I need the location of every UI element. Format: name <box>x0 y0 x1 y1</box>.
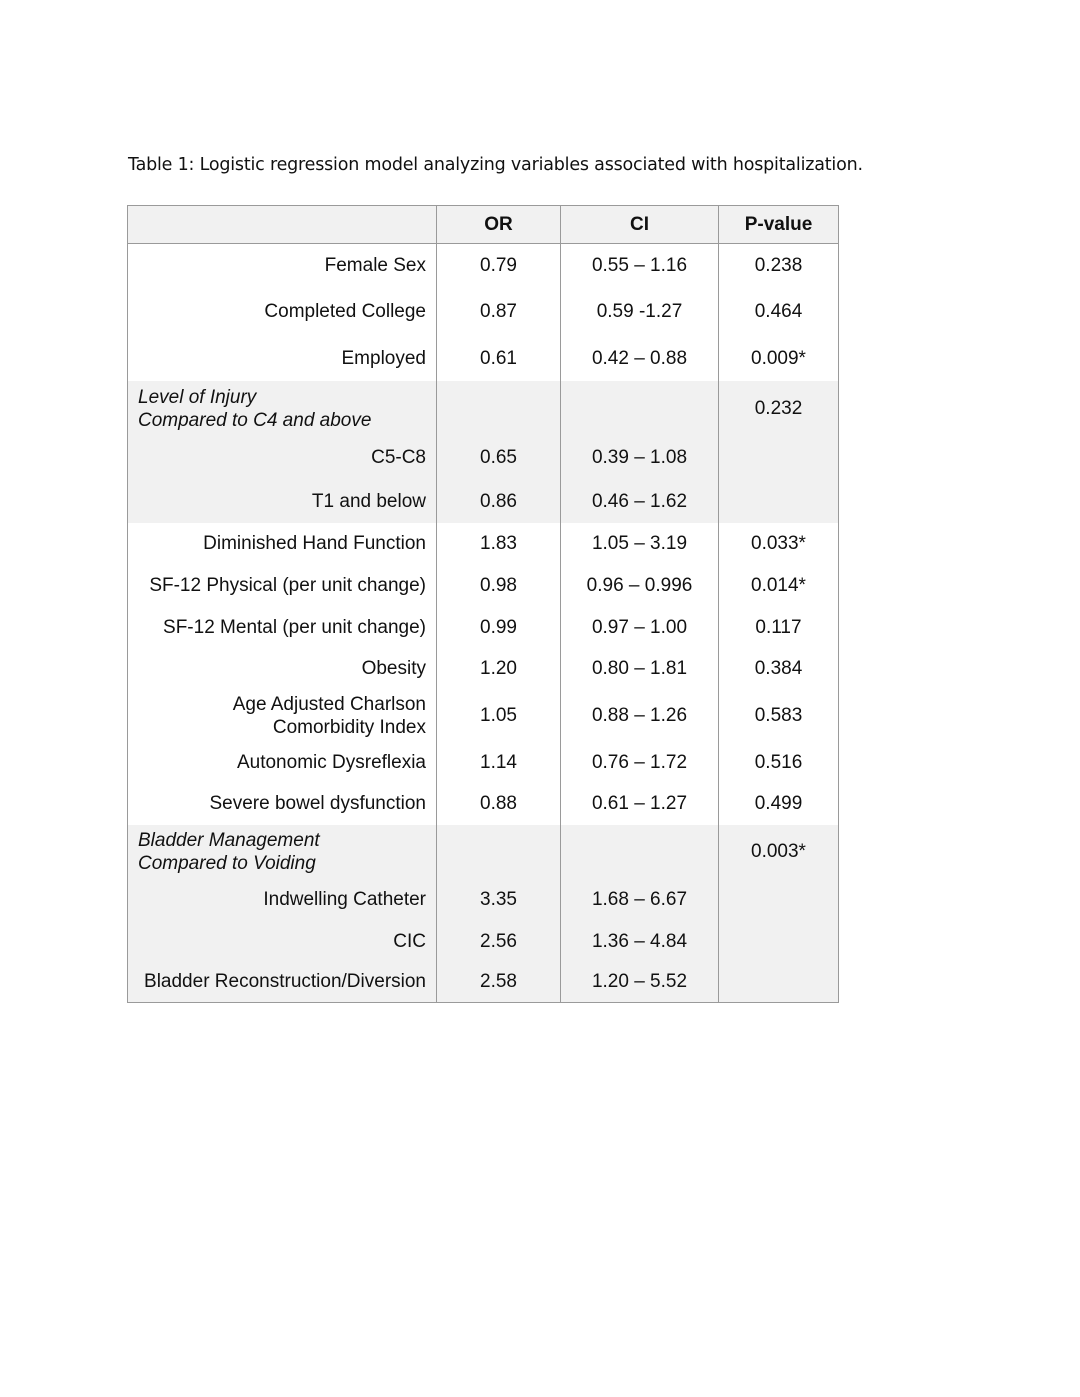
row-ci: 0.96 – 0.996 <box>561 565 719 607</box>
table-header-row <box>128 206 838 244</box>
regression-table <box>127 205 839 1003</box>
table-row <box>128 244 838 288</box>
group-title: Bladder Management <box>138 830 320 851</box>
row-p-value: 0.232 <box>754 397 803 419</box>
row-or: 3.35 <box>437 879 561 921</box>
row-label: CIC <box>128 921 437 962</box>
row-or <box>437 825 561 879</box>
table-row <box>128 921 838 962</box>
table-row <box>128 288 838 336</box>
row-ci: 1.05 – 3.19 <box>561 523 719 565</box>
row-or: 1.05 <box>437 689 561 742</box>
table-caption: Table 1: Logistic regression model analyzing variables associated with hospitalization. <box>128 155 863 175</box>
row-p-value <box>719 879 838 921</box>
row-or: 0.86 <box>437 480 561 523</box>
row-label: Indwelling Catheter <box>128 879 437 921</box>
table-row <box>128 480 838 523</box>
row-ci: 0.76 – 1.72 <box>561 742 719 783</box>
row-or: 0.98 <box>437 565 561 607</box>
row-p-value: 0.033* <box>751 533 806 554</box>
row-p-value: 0.499 <box>754 793 803 814</box>
row-or: 2.58 <box>437 962 561 1002</box>
row-or: 0.87 <box>437 288 561 336</box>
group-row-bladder-management <box>128 825 838 879</box>
row-label: T1 and below <box>128 480 437 523</box>
table-row <box>128 962 838 1002</box>
row-ci: 1.36 – 4.84 <box>561 921 719 962</box>
row-p-value <box>719 436 838 480</box>
row-label: SF-12 Mental (per unit change) <box>128 607 437 648</box>
row-label: SF-12 Physical (per unit change) <box>128 565 437 607</box>
row-ci: 0.97 – 1.00 <box>561 607 719 648</box>
row-ci: 1.20 – 5.52 <box>561 962 719 1002</box>
row-p-value: 0.516 <box>754 751 803 773</box>
row-ci: 0.46 – 1.62 <box>561 480 719 523</box>
group-label <box>128 381 437 436</box>
row-p-value <box>719 921 838 962</box>
row-p-value <box>719 480 838 523</box>
row-label: Obesity <box>128 648 437 689</box>
table-row <box>128 879 838 921</box>
row-p-value: 0.003* <box>751 841 806 862</box>
row-or: 1.20 <box>437 648 561 689</box>
row-or <box>437 381 561 436</box>
group-reference: Compared to Voiding <box>138 853 316 874</box>
row-ci: 0.59 -1.27 <box>561 288 719 336</box>
row-ci: 0.42 – 0.88 <box>561 336 719 381</box>
header-variable <box>128 206 437 243</box>
row-ci: 0.61 – 1.27 <box>561 783 719 825</box>
row-or: 2.56 <box>437 921 561 962</box>
row-or: 1.83 <box>437 523 561 565</box>
row-or: 0.65 <box>437 436 561 480</box>
row-label: Autonomic Dysreflexia <box>128 742 437 783</box>
row-or: 0.88 <box>437 783 561 825</box>
table-row <box>128 565 838 607</box>
row-label-line: Age Adjusted Charlson <box>232 693 426 715</box>
row-ci: 0.80 – 1.81 <box>561 648 719 689</box>
table-row <box>128 523 838 565</box>
row-ci: 0.88 – 1.26 <box>561 689 719 742</box>
header-or: OR <box>437 206 561 243</box>
row-or: 0.79 <box>437 244 561 288</box>
row-or: 1.14 <box>437 742 561 783</box>
row-p-value <box>719 962 838 1002</box>
row-ci <box>561 825 719 879</box>
table-row <box>128 783 838 825</box>
row-p-value: 0.238 <box>754 255 803 276</box>
row-ci: 1.68 – 6.67 <box>561 879 719 921</box>
row-p-value: 0.014* <box>751 575 806 596</box>
row-p-value: 0.117 <box>755 616 802 638</box>
row-or: 0.99 <box>437 607 561 648</box>
row-p-value: 0.583 <box>754 704 803 726</box>
row-label <box>128 689 437 742</box>
table-row <box>128 689 838 742</box>
row-label-line: Comorbidity Index <box>272 716 426 738</box>
group-row-level-of-injury <box>128 381 838 436</box>
group-title: Level of Injury <box>138 386 257 408</box>
row-label: Bladder Reconstruction/Diversion <box>128 962 437 1002</box>
row-ci: 0.55 – 1.16 <box>561 244 719 288</box>
row-ci <box>561 381 719 436</box>
row-label: Completed College <box>128 288 437 336</box>
header-ci: CI <box>561 206 719 243</box>
row-p-value: 0.464 <box>754 301 803 322</box>
row-label: Diminished Hand Function <box>128 523 437 565</box>
group-label <box>128 825 437 879</box>
row-or: 0.61 <box>437 336 561 381</box>
group-reference: Compared to C4 and above <box>138 409 372 431</box>
table-row <box>128 742 838 783</box>
table-row <box>128 648 838 689</box>
row-label: C5-C8 <box>128 436 437 480</box>
row-ci: 0.39 – 1.08 <box>561 436 719 480</box>
table-row <box>128 607 838 648</box>
row-p-value: 0.384 <box>754 657 803 679</box>
table-row <box>128 436 838 480</box>
row-p-value: 0.009* <box>751 347 806 369</box>
row-label: Employed <box>128 336 437 381</box>
table-row <box>128 336 838 381</box>
row-label: Female Sex <box>128 244 437 288</box>
row-label: Severe bowel dysfunction <box>128 783 437 825</box>
header-p-value: P-value <box>744 213 813 235</box>
